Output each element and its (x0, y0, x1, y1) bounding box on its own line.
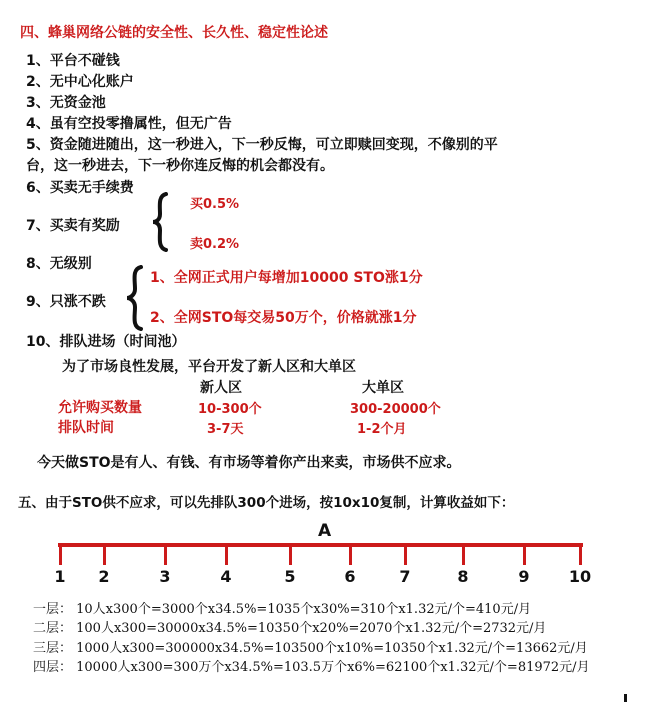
item-2: 2、无中心化账户 (26, 74, 134, 90)
section-5-title: 五、由于STO供不应求，可以先排队300个进场，按10x10复制，计算收益如下： (18, 495, 515, 511)
item-6: 6、买卖无手续费 (26, 180, 134, 196)
item-10: 10、排队进场（时间池） (26, 334, 186, 350)
calc-layer-1: 一层： 10人x300个=3000个x34.5%=1035个x30%=310个x1.32元/个=410元/月 (33, 602, 532, 617)
ruler-tick (225, 543, 228, 565)
ruler-tick (164, 543, 167, 565)
ruler-tick-label: 3 (159, 567, 171, 586)
queue-intro: 为了市场良性发展，平台开发了新人区和大单区 (62, 359, 356, 375)
item-9: 9、只涨不跌 (26, 294, 106, 310)
ruler-tick-label: 10 (568, 567, 592, 586)
ruler-tick-label: 7 (399, 567, 411, 586)
item-7: 7、买卖有奖励 (26, 218, 120, 234)
rise-rule-2: 2、全网STO每交易50万个，价格就涨1分 (150, 310, 417, 326)
ruler-tick-label: 5 (284, 567, 296, 586)
calc-layer-2: 二层： 100人x300=30000x34.5%=10350个x20%=2070个x1.32元/个=2732元/月 (33, 621, 547, 636)
ruler-tick-label: 2 (98, 567, 110, 586)
row-buy-amount-new: 10-300个 (198, 402, 262, 417)
reward-sell: 卖0.2% (190, 237, 240, 252)
ruler-tick-label: 6 (344, 567, 356, 586)
market-summary: 今天做STO是有人、有钱、有市场等着你产出来卖，市场供不应求。 (37, 455, 461, 471)
rise-rule-1: 1、全网正式用户每增加10000 STO涨1分 (150, 270, 423, 286)
corner-mark (624, 694, 627, 702)
calc-layer-3: 三层： 1000人x300=300000x34.5%=103500个x10%=10350个x1.32元/个=13662元/月 (33, 641, 588, 656)
brace-icon (150, 192, 172, 252)
item-5-line-2: 台，这一秒进去，下一秒你连反悔的机会都没有。 (26, 158, 334, 174)
item-5-line-1: 5、资金随进随出，这一秒进入，下一秒反悔，可立即赎回变现，不像别的平 (26, 137, 498, 153)
ruler-tick-label: 4 (220, 567, 232, 586)
ruler-tick (579, 543, 582, 565)
row-queue-time-label: 排队时间 (58, 420, 114, 436)
ruler-tick-label: 1 (54, 567, 66, 586)
zone-new-header: 新人区 (200, 380, 242, 396)
ruler-label: A (318, 521, 332, 541)
zone-big-header: 大单区 (362, 380, 404, 396)
row-buy-amount-big: 300-20000个 (350, 402, 441, 417)
section-4-title: 四、蜂巢网络公链的安全性、长久性、稳定性论述 (20, 25, 328, 41)
item-3: 3、无资金池 (26, 95, 106, 111)
row-queue-time-new: 3-7天 (207, 422, 244, 437)
row-queue-time-big: 1-2个月 (357, 422, 407, 437)
ruler-tick (404, 543, 407, 565)
ruler-tick (462, 543, 465, 565)
ruler-tick (103, 543, 106, 565)
ruler-tick (59, 543, 62, 565)
ruler-tick (523, 543, 526, 565)
ruler-tick-label: 9 (518, 567, 530, 586)
item-1: 1、平台不碰钱 (26, 53, 120, 69)
brace-icon (124, 265, 146, 331)
calc-layer-4: 四层： 10000人x300=300万个x34.5%=103.5万个x6%=62100个x1.32元/个=81972元/月 (33, 660, 590, 675)
reward-buy: 买0.5% (190, 197, 240, 212)
ruler-tick (289, 543, 292, 565)
ruler-tick-label: 8 (457, 567, 469, 586)
item-8: 8、无级别 (26, 256, 92, 272)
row-buy-amount-label: 允许购买数量 (58, 400, 142, 416)
ruler-bar (58, 543, 583, 547)
ruler-tick (349, 543, 352, 565)
item-4: 4、虽有空投零撸属性，但无广告 (26, 116, 232, 132)
